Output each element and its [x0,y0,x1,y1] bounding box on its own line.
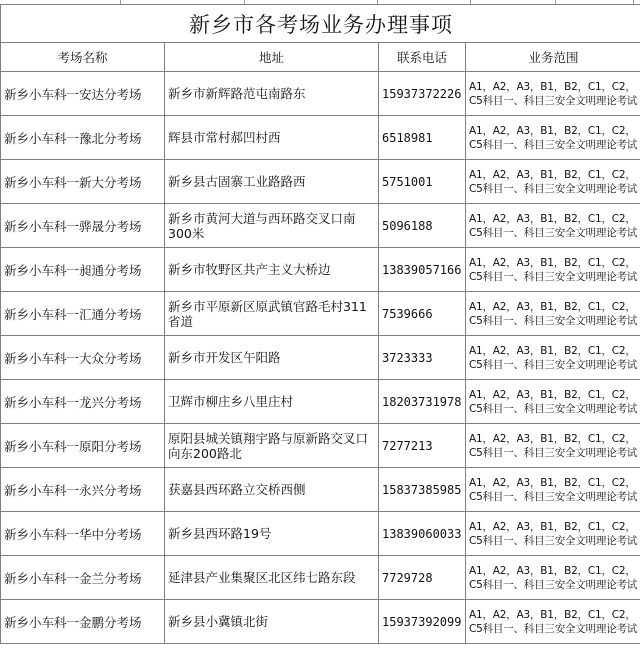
address-cell: 获嘉县西环路立交桥西侧 [165,468,379,512]
phone-cell: 5751001 [379,160,466,204]
address-cell: 新乡县古固寨工业路路西 [165,160,379,204]
scope-cell: A1，A2，A3，B1，B2，C1，C2，C5科目一、科目三安全文明理论考试 [466,72,640,116]
address-cell: 新乡市黄河大道与西环路交叉口南300米 [165,204,379,248]
site-name-cell: 新乡小车科一永兴分考场 [1,468,165,512]
table-row [1,600,640,644]
phone-cell: 7729728 [379,556,466,600]
scope-cell: A1，A2，A3，B1，B2，C1，C2，C5科目一、科目三安全文明理论考试 [466,292,640,336]
scope-cell: A1，A2，A3，B1，B2，C1，C2，C5科目一、科目三安全文明理论考试 [466,160,640,204]
site-name-cell: 新乡小车科一金鹏分考场 [1,600,165,644]
table-row [1,512,640,556]
site-name-cell: 新乡小车科一原阳分考场 [1,424,165,468]
table-row [1,248,640,292]
phone-cell: 15837385985 [379,468,466,512]
table-row [1,116,640,160]
scope-cell: A1，A2，A3，B1，B2，C1，C2，C5科目一、科目三安全文明理论考试 [466,380,640,424]
exam-sites-table [0,4,640,644]
phone-cell: 13839060033 [379,512,466,556]
address-cell: 卫辉市柳庄乡八里庄村 [165,380,379,424]
phone-cell: 15937392099 [379,600,466,644]
column-header-phone: 联系电话 [379,43,466,72]
phone-cell: 18203731978 [379,380,466,424]
table-row [1,424,640,468]
address-cell: 新乡市牧野区共产主义大桥边 [165,248,379,292]
table-row [1,556,640,600]
page-title: 新乡市各考场业务办理事项 [1,5,640,43]
site-name-cell: 新乡小车科一金兰分考场 [1,556,165,600]
scope-cell: A1，A2，A3，B1，B2，C1，C2，C5科目一、科目三安全文明理论考试 [466,512,640,556]
scope-cell: A1，A2，A3，B1，B2，C1，C2，C5科目一、科目三安全文明理论考试 [466,600,640,644]
scope-cell: A1，A2，A3，B1，B2，C1，C2，C5科目一、科目三安全文明理论考试 [466,424,640,468]
scope-cell: A1，A2，A3，B1，B2，C1，C2，C5科目一、科目三安全文明理论考试 [466,468,640,512]
address-cell: 延津县产业集聚区北区纬七路东段 [165,556,379,600]
site-name-cell: 新乡小车科一豫北分考场 [1,116,165,160]
address-cell: 原阳县城关镇翔宇路与原新路交叉口向东200路北 [165,424,379,468]
table-row [1,380,640,424]
site-name-cell: 新乡小车科一新大分考场 [1,160,165,204]
site-name-cell: 新乡小车科一华中分考场 [1,512,165,556]
table-row [1,292,640,336]
scope-cell: A1，A2，A3，B1，B2，C1，C2，C5科目一、科目三安全文明理论考试 [466,204,640,248]
scope-cell: A1，A2，A3，B1，B2，C1，C2，C5科目一、科目三安全文明理论考试 [466,248,640,292]
table-row [1,336,640,380]
site-name-cell: 新乡小车科一龙兴分考场 [1,380,165,424]
address-cell: 新乡市新辉路范屯南路东 [165,72,379,116]
address-cell: 新乡县西环路19号 [165,512,379,556]
phone-cell: 6518981 [379,116,466,160]
site-name-cell: 新乡小车科一大众分考场 [1,336,165,380]
phone-cell: 15937372226 [379,72,466,116]
scope-cell: A1，A2，A3，B1，B2，C1，C2，C5科目一、科目三安全文明理论考试 [466,336,640,380]
phone-cell: 5096188 [379,204,466,248]
scope-cell: A1，A2，A3，B1，B2，C1，C2，C5科目一、科目三安全文明理论考试 [466,556,640,600]
phone-cell: 3723333 [379,336,466,380]
phone-cell: 7539666 [379,292,466,336]
phone-cell: 7277213 [379,424,466,468]
column-header-scope: 业务范围 [466,43,640,72]
site-name-cell: 新乡小车科一昶通分考场 [1,248,165,292]
site-name-cell: 新乡小车科一安达分考场 [1,72,165,116]
address-cell: 新乡市开发区午阳路 [165,336,379,380]
table-row [1,204,640,248]
table-row [1,160,640,204]
column-header-address: 地址 [165,43,379,72]
scope-cell: A1，A2，A3，B1，B2，C1，C2，C5科目一、科目三安全文明理论考试 [466,116,640,160]
site-name-cell: 新乡小车科一骅晟分考场 [1,204,165,248]
table-row [1,72,640,116]
site-name-cell: 新乡小车科一汇通分考场 [1,292,165,336]
phone-cell: 13839057166 [379,248,466,292]
table-row [1,468,640,512]
table-sheet [0,4,640,644]
address-cell: 辉县市常村郝凹村西 [165,116,379,160]
address-cell: 新乡县小冀镇北街 [165,600,379,644]
column-header-name: 考场名称 [1,43,165,72]
address-cell: 新乡市平原新区原武镇官路毛村311省道 [165,292,379,336]
